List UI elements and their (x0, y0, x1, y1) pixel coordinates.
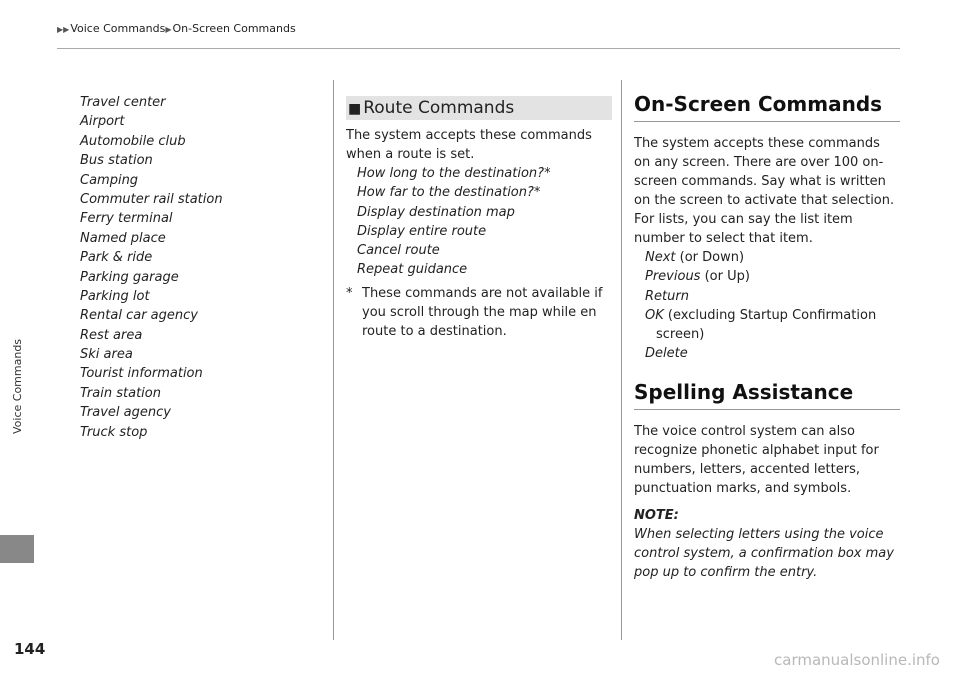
column-divider (333, 80, 334, 640)
square-bullet-icon: ■ (348, 101, 362, 117)
list-item: Rest area (80, 327, 143, 343)
list-item (634, 248, 900, 267)
list-item: Ferry terminal (80, 211, 173, 227)
list-item: Tourist information (80, 366, 203, 382)
section-intro: The system accepts these commands when a route is set. (346, 128, 592, 162)
command-name: Return (645, 288, 689, 304)
list-item: Airport (80, 114, 125, 130)
route-commands-section (346, 96, 612, 341)
section-title: Spelling Assistance (634, 379, 854, 404)
list-item (634, 344, 900, 363)
place-category-list (80, 93, 320, 442)
column-divider (621, 80, 622, 640)
list-item: Train station (80, 385, 161, 401)
side-tab (0, 0, 34, 678)
section-heading (346, 96, 612, 120)
arrow-right-icon: ▶ (165, 25, 172, 34)
list-item: Travel center (80, 95, 166, 110)
heading-rule (634, 121, 900, 122)
route-command-list (346, 164, 612, 280)
list-item: Parking lot (80, 288, 150, 304)
command-note-continued: screen) (656, 327, 705, 343)
arrow-right-icon: ▶▶ (57, 25, 70, 34)
list-item: Park & ride (80, 250, 153, 266)
breadcrumb (57, 22, 296, 35)
command-note: (or Up) (700, 269, 750, 285)
command-name: Next (645, 250, 676, 265)
side-tab-marker (0, 535, 34, 563)
list-item: How long to the destination?* (357, 166, 551, 181)
list-item: Named place (80, 230, 166, 246)
command-note: (or Down) (675, 250, 745, 265)
section-intro: The voice control system can also recognize phonetic alphabet input for numbers, letters, accented letters, punctuation marks, and symbols. (634, 423, 879, 496)
list-item: How far to the destination?* (357, 185, 541, 201)
on-screen-command-list (634, 248, 900, 364)
list-item: Commuter rail station (80, 191, 223, 207)
page-title: On-Screen Commands (634, 92, 883, 116)
command-name: OK (645, 307, 664, 323)
note-label: NOTE: (634, 507, 679, 523)
list-item: Travel agency (80, 405, 171, 421)
list-item: Truck stop (80, 424, 148, 440)
command-name: Previous (645, 269, 701, 285)
footnote (346, 284, 612, 341)
list-item: Automobile club (80, 133, 186, 149)
on-screen-commands-section (634, 90, 900, 582)
list-item (634, 287, 900, 306)
heading-rule (634, 409, 900, 410)
list-item (634, 306, 900, 345)
header-rule (57, 48, 900, 49)
breadcrumb-section[interactable]: Voice Commands (70, 22, 166, 35)
page-number: 144 (14, 640, 46, 658)
list-item (634, 267, 900, 286)
list-item: Camping (80, 172, 139, 188)
section-heading-text: Route Commands (363, 98, 515, 118)
list-item: Display entire route (357, 223, 487, 239)
list-item: Parking garage (80, 269, 179, 285)
list-item: Rental car agency (80, 308, 198, 324)
list-item: Cancel route (357, 243, 440, 259)
footnote-mark: * (346, 285, 353, 301)
watermark[interactable]: carmanualsonline.info (774, 651, 940, 669)
list-item: Repeat guidance (357, 262, 468, 278)
breadcrumb-page[interactable]: On-Screen Commands (172, 22, 296, 35)
command-note: (excluding Startup Confirmation (663, 307, 877, 323)
section-intro: The system accepts these commands on any screen. There are over 100 on-screen commands. Say what is written on the screen to activate that selection. For lists, you can say the list item number to select that item. (634, 136, 895, 246)
side-tab-label: Voice Commands (11, 338, 24, 434)
footnote-text: These commands are not available if you scroll through the map while en route to a destination. (362, 285, 603, 339)
note-text: When selecting letters using the voice control system, a confirmation box may pop up to confirm the entry. (634, 526, 894, 580)
list-item: Display destination map (357, 204, 515, 220)
command-name: Delete (645, 346, 688, 362)
list-item: Ski area (80, 347, 133, 363)
list-item: Bus station (80, 153, 153, 169)
